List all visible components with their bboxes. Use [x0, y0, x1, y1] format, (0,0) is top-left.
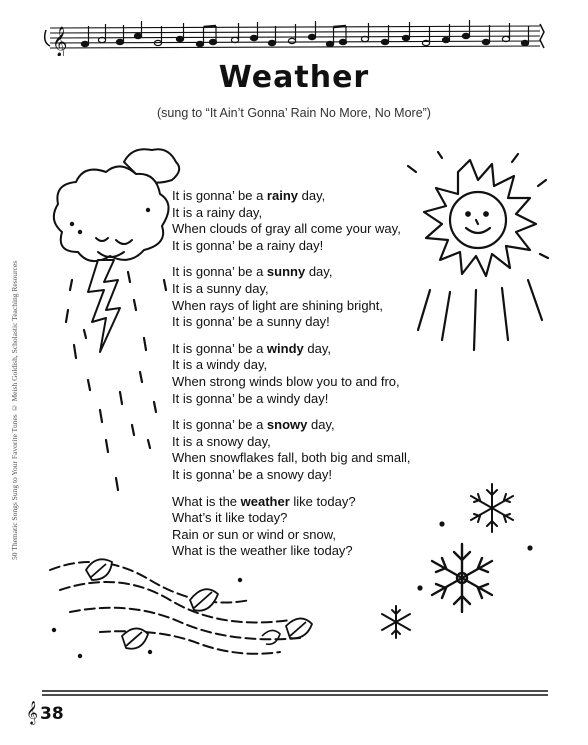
- song-tune-subtitle: (sung to “It Ain’t Gonna’ Rain No More, No More”): [157, 106, 431, 120]
- page-title: Weather: [218, 60, 370, 95]
- lyric-line: It is gonna’ be a windy day,: [172, 340, 331, 356]
- leaf-icon: [190, 589, 218, 610]
- lightning-bolt-icon: [88, 260, 120, 352]
- rain-cloud-icon: [44, 140, 184, 520]
- lyric-line: Rain or sun or wind or snow,: [172, 526, 337, 542]
- stanza-sunny: [172, 264, 442, 330]
- snowflake-icon: [370, 478, 550, 648]
- lyric-line: It is gonna’ be a sunny day!: [172, 314, 330, 330]
- lyric-line: It is gonna’ be a rainy day!: [172, 237, 324, 253]
- stanza-windy: [172, 341, 442, 407]
- lyric-line: When rays of light are shining bright,: [172, 297, 383, 313]
- wind-gust-icon: [40, 540, 340, 675]
- footer-divider: [42, 688, 548, 698]
- leaf-icon: [286, 618, 312, 638]
- lyric-line: It is gonna’ be a snowy day,: [172, 417, 335, 433]
- lyric-line: It is a snowy day,: [172, 433, 271, 449]
- lyric-line: It is gonna’ be a rainy day,: [172, 188, 326, 203]
- lyric-line: It is a rainy day,: [172, 204, 263, 220]
- lyric-line: It is gonna’ be a sunny day,: [172, 264, 333, 280]
- stanza-rainy: [172, 188, 442, 254]
- lyric-line: What’s it like today?: [172, 510, 288, 526]
- page-number: 38: [40, 704, 64, 724]
- lyric-line: It is gonna’ be a windy day!: [172, 390, 329, 406]
- lyric-line: What is the weather like today?: [172, 543, 353, 559]
- leaf-icon: [122, 628, 148, 648]
- lyric-line: It is a sunny day,: [172, 280, 269, 296]
- side-credit: 50 Thematic Songs Sung to Your Favorite Tunes © Meish Goldish, Scholastic Teaching Resources: [10, 260, 19, 560]
- svg-text:𝄞: 𝄞: [52, 27, 68, 56]
- lyric-line: When clouds of gray all come your way,: [172, 221, 401, 237]
- lyric-line: It is a windy day,: [172, 357, 268, 373]
- treble-clef-icon: 𝄞: [26, 700, 38, 724]
- leaf-icon: [86, 559, 112, 580]
- lyric-line: When strong winds blow you to and fro,: [172, 373, 400, 389]
- lyric-line: What is the weather like today?: [172, 493, 356, 509]
- stanza-snowy: [172, 417, 442, 483]
- lyric-line: When snowflakes fall, both big and small,: [172, 450, 411, 466]
- lyric-line: It is gonna’ be a snowy day!: [172, 466, 332, 482]
- music-staff-banner-icon: [40, 16, 548, 56]
